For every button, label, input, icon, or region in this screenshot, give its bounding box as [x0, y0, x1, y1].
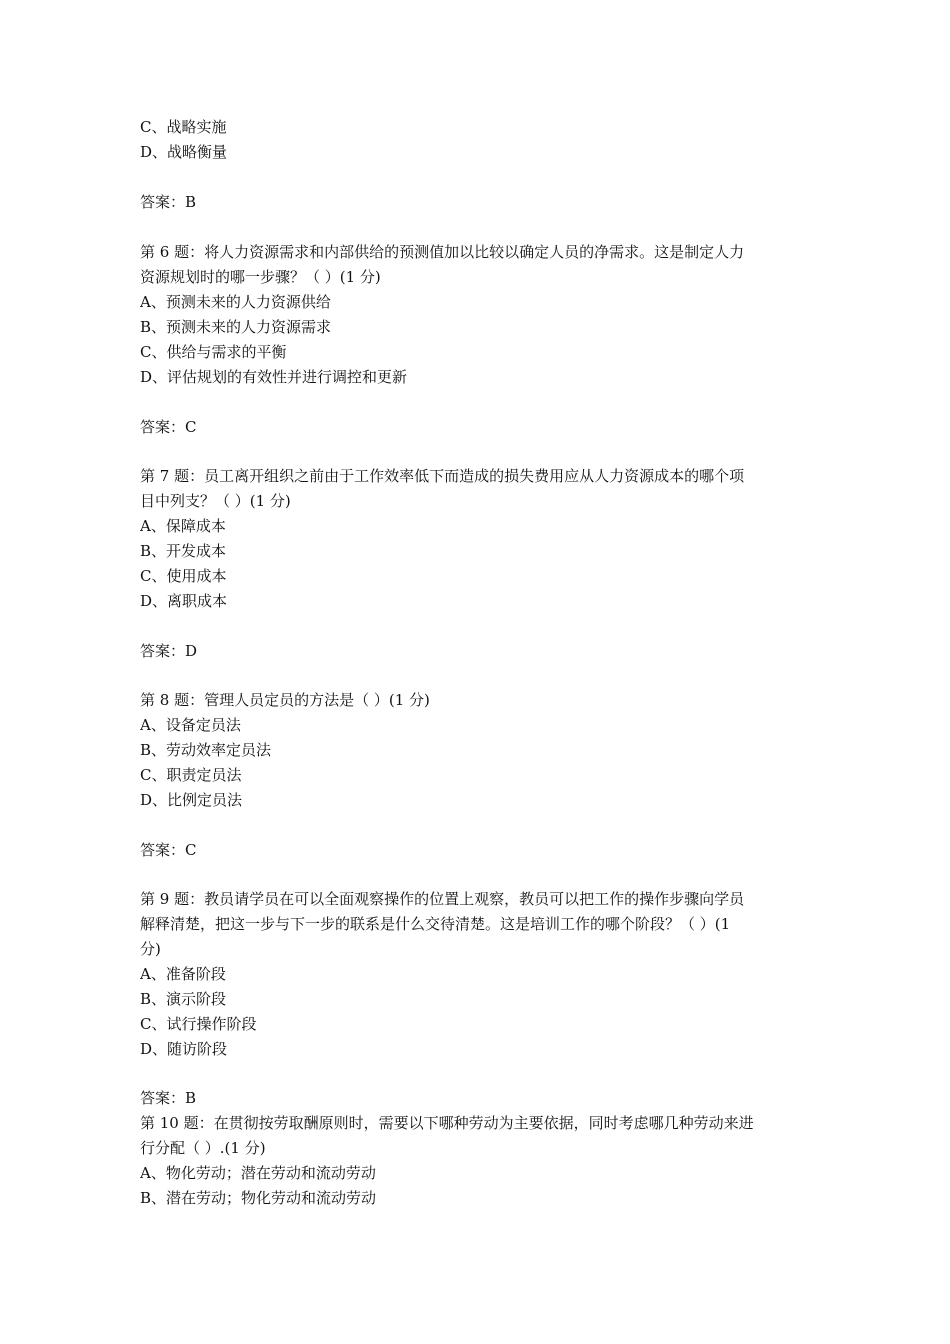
option-text: C、职责定员法	[140, 766, 242, 784]
question-text: 目中列支？（ ）(1 分)	[140, 492, 291, 510]
question-text: 行分配（ ）.(1 分)	[140, 1139, 266, 1157]
answer-text: 答案：C	[140, 418, 197, 436]
option-text: D、离职成本	[140, 592, 228, 610]
question-text: 第 8 题：管理人员定员的方法是（ ）(1 分)	[140, 691, 430, 709]
option-text: A、预测未来的人力资源供给	[140, 293, 331, 311]
option-text: C、使用成本	[140, 567, 227, 585]
answer-text: 答案：B	[140, 1089, 197, 1107]
question-text: 第 10 题：在贯彻按劳取酬原则时，需要以下哪种劳动为主要依据，同时考虑哪几种劳动来进	[140, 1114, 754, 1132]
question-text: 第 7 题：员工离开组织之前由于工作效率低下而造成的损失费用应从人力资源成本的哪个项	[140, 467, 745, 485]
question-text: 资源规划时的哪一步骤？（ ）(1 分)	[140, 268, 381, 286]
option-text: B、预测未来的人力资源需求	[140, 318, 332, 336]
option-text: B、潜在劳动；物化劳动和流动劳动	[140, 1189, 377, 1207]
option-text: C、战略实施	[140, 118, 227, 136]
option-text: A、保障成本	[140, 517, 226, 535]
option-text: A、物化劳动；潜在劳动和流动劳动	[140, 1164, 376, 1182]
option-text: D、随访阶段	[140, 1040, 228, 1058]
option-text: A、设备定员法	[140, 716, 241, 734]
option-text: D、评估规划的有效性并进行调控和更新	[140, 368, 408, 386]
option-text: D、比例定员法	[140, 791, 243, 809]
question-text: 解释清楚，把这一步与下一步的联系是什么交待清楚。这是培训工作的哪个阶段？（ ）(1	[140, 915, 731, 933]
answer-text: 答案：D	[140, 642, 198, 660]
option-text: B、劳动效率定员法	[140, 741, 272, 759]
option-text: B、开发成本	[140, 542, 227, 560]
question-text: 第 9 题：教员请学员在可以全面观察操作的位置上观察，教员可以把工作的操作步骤向学员	[140, 890, 745, 908]
option-text: C、供给与需求的平衡	[140, 343, 287, 361]
option-text: D、战略衡量	[140, 143, 228, 161]
answer-text: 答案：C	[140, 841, 197, 859]
option-text: A、准备阶段	[140, 965, 226, 983]
option-text: C、试行操作阶段	[140, 1015, 257, 1033]
answer-text: 答案：B	[140, 193, 197, 211]
question-text: 第 6 题：将人力资源需求和内部供给的预测值加以比较以确定人员的净需求。这是制定人力	[140, 243, 745, 261]
question-text: 分)	[140, 940, 161, 958]
option-text: B、演示阶段	[140, 990, 227, 1008]
